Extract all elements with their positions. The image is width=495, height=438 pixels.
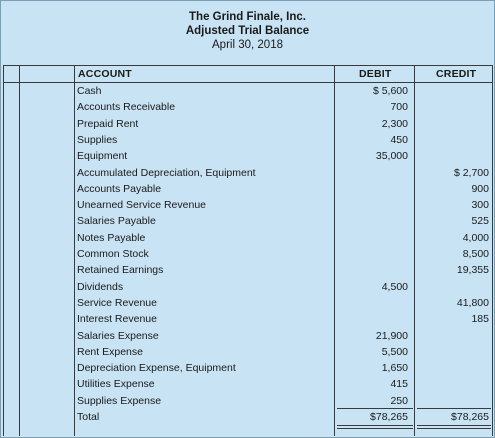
debit-amount: 415 bbox=[390, 378, 408, 391]
credit-amount: 300 bbox=[471, 199, 489, 212]
account-name: Dividends bbox=[77, 280, 124, 293]
account-row bbox=[4, 376, 492, 392]
account-row bbox=[4, 279, 492, 295]
debit-amount: 2,300 bbox=[381, 117, 408, 130]
account-name: Depreciation Expense, Equipment bbox=[77, 362, 236, 375]
debit-amount: $78,265 bbox=[370, 411, 408, 423]
account-name: Service Revenue bbox=[77, 296, 157, 309]
account-column-header: ACCOUNT bbox=[78, 68, 132, 80]
account-row bbox=[4, 83, 492, 99]
debit-total-rule bbox=[337, 408, 413, 409]
debit-amount: 1,650 bbox=[381, 362, 408, 375]
account-name: Total bbox=[77, 411, 100, 423]
account-row bbox=[4, 230, 492, 246]
account-row bbox=[4, 246, 492, 262]
debit-double-underline bbox=[337, 425, 413, 429]
account-row bbox=[4, 328, 492, 344]
credit-amount: 4,000 bbox=[462, 231, 489, 244]
debit-amount: 5,500 bbox=[381, 345, 408, 358]
account-row bbox=[4, 393, 492, 409]
debit-amount: 700 bbox=[390, 101, 408, 114]
account-name: Supplies bbox=[77, 133, 118, 146]
credit-amount: $78,265 bbox=[451, 411, 489, 423]
account-name: Prepaid Rent bbox=[77, 117, 139, 130]
total-row bbox=[4, 409, 492, 425]
credit-amount: $ 2,700 bbox=[453, 166, 489, 179]
account-name: Utilities Expense bbox=[77, 378, 155, 391]
credit-amount: 8,500 bbox=[462, 248, 489, 260]
account-name: Accounts Payable bbox=[77, 182, 162, 195]
credit-total-rule bbox=[417, 408, 491, 409]
account-name: Accumulated Depreciation, Equipment bbox=[77, 166, 256, 179]
account-row bbox=[4, 360, 492, 376]
account-row bbox=[4, 116, 492, 132]
account-name: Cash bbox=[77, 85, 102, 97]
credit-double-underline bbox=[417, 425, 491, 429]
credit-amount: 525 bbox=[471, 215, 489, 228]
credit-amount: 185 bbox=[471, 313, 489, 326]
debit-amount: $ 5,600 bbox=[372, 85, 408, 97]
credit-amount: 41,800 bbox=[456, 296, 489, 309]
account-row bbox=[4, 213, 492, 229]
account-name: Accounts Receivable bbox=[77, 101, 176, 114]
debit-amount: 4,500 bbox=[381, 280, 408, 293]
account-row bbox=[4, 99, 492, 115]
account-row bbox=[4, 344, 492, 360]
account-name: Supplies Expense bbox=[77, 394, 162, 407]
report-header bbox=[0, 10, 495, 52]
report-date: April 30, 2018 bbox=[212, 39, 283, 51]
credit-amount: 900 bbox=[471, 182, 489, 195]
report-title: Adjusted Trial Balance bbox=[185, 25, 310, 37]
account-row bbox=[4, 132, 492, 148]
company-name: The Grind Finale, Inc. bbox=[189, 11, 306, 23]
debit-amount: 35,000 bbox=[375, 150, 408, 163]
account-row bbox=[4, 165, 492, 181]
account-row bbox=[4, 295, 492, 311]
debit-amount: 250 bbox=[390, 394, 408, 407]
debit-amount: 21,900 bbox=[375, 329, 408, 342]
debit-column-header: DEBIT bbox=[359, 68, 392, 80]
account-row bbox=[4, 197, 492, 213]
account-name: Interest Revenue bbox=[77, 313, 157, 326]
account-row bbox=[4, 262, 492, 278]
account-name: Unearned Service Revenue bbox=[77, 199, 206, 212]
account-row bbox=[4, 181, 492, 197]
account-name: Retained Earnings bbox=[77, 264, 164, 277]
account-name: Notes Payable bbox=[77, 231, 146, 244]
trial-balance-table bbox=[3, 65, 493, 436]
account-name: Salaries Expense bbox=[77, 329, 159, 342]
account-row bbox=[4, 148, 492, 164]
account-name: Salaries Payable bbox=[77, 215, 156, 228]
account-name: Common Stock bbox=[77, 248, 149, 260]
debit-amount: 450 bbox=[390, 133, 408, 146]
account-row bbox=[4, 311, 492, 327]
account-name: Rent Expense bbox=[77, 345, 143, 358]
credit-column-header: CREDIT bbox=[436, 68, 477, 80]
account-name: Equipment bbox=[77, 150, 128, 163]
credit-amount: 19,355 bbox=[456, 264, 489, 277]
